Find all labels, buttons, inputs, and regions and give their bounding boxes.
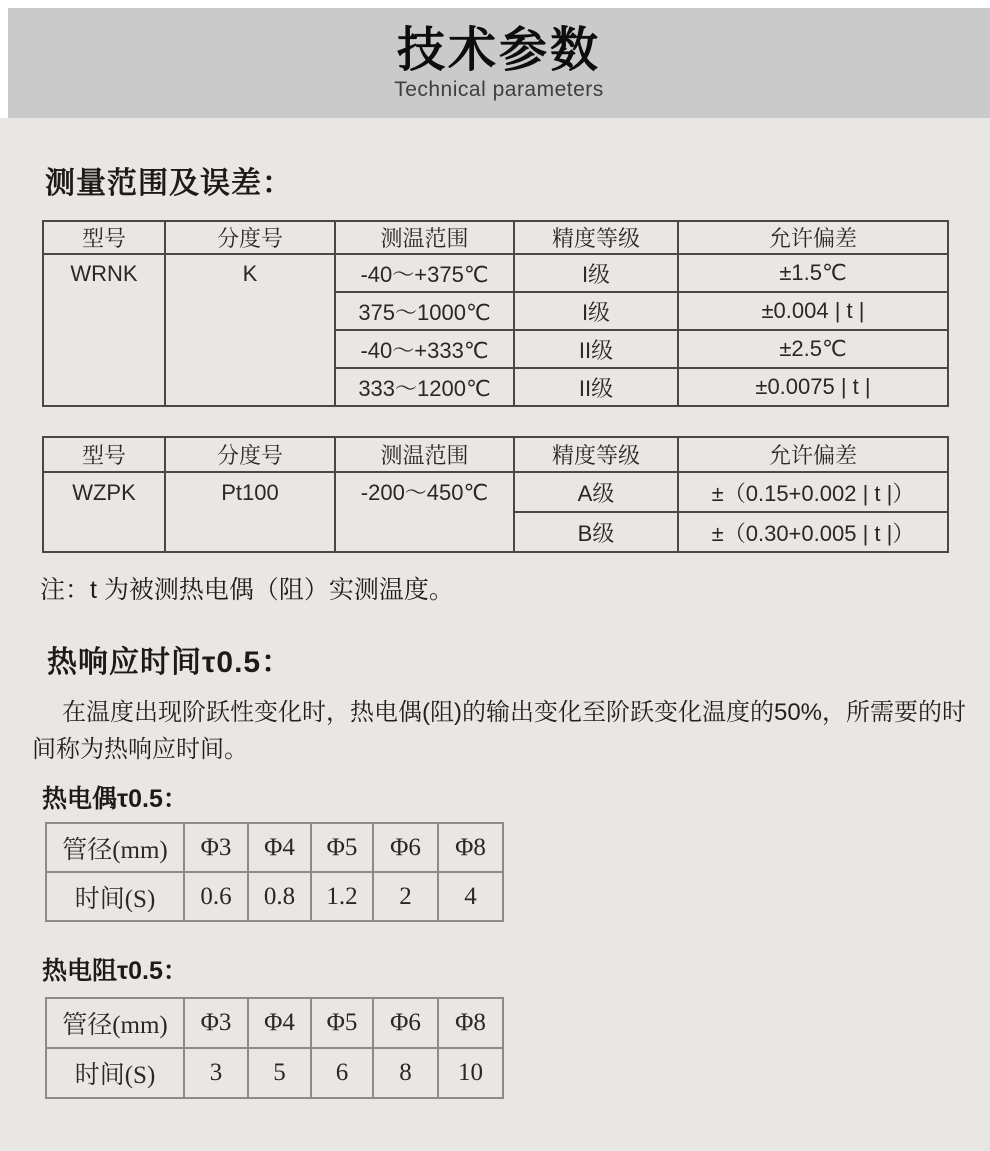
cell-grade: I级 (514, 292, 678, 330)
cell-time: 2 (373, 872, 438, 921)
thermocouple-tau-table (45, 822, 504, 922)
table-row (46, 823, 503, 872)
table-header-row (43, 221, 948, 254)
cell-deviation: ±2.5℃ (678, 330, 948, 368)
th-graduation: 分度号 (165, 221, 335, 254)
th-deviation: 允许偏差 (678, 437, 948, 472)
row-label-diameter: 管径(mm) (46, 823, 184, 872)
thermocouple-range-table-wrap (42, 220, 949, 407)
cell-model: WRNK (43, 254, 165, 406)
cell-model: WZPK (43, 472, 165, 552)
table-row (43, 254, 948, 292)
note-text: 注：t 为被测热电偶（阻）实测温度。 (40, 576, 454, 604)
table-row (46, 998, 503, 1048)
cell-time: 3 (184, 1048, 248, 1098)
page-title: 技术参数 (396, 23, 601, 77)
cell-grade: A级 (514, 472, 678, 512)
cell-graduation: K (165, 254, 335, 406)
cell-grade: I级 (514, 254, 678, 292)
cell-range: 333～1200℃ (335, 368, 514, 406)
cell-diameter: Φ8 (438, 823, 503, 872)
table-row (46, 872, 503, 921)
cell-deviation: ±0.004 | t | (678, 292, 948, 330)
cell-range: 375～1000℃ (335, 292, 514, 330)
cell-diameter: Φ6 (373, 823, 438, 872)
cell-grade: II级 (514, 368, 678, 406)
row-label-time: 时间(S) (46, 1048, 184, 1098)
cell-time: 5 (248, 1048, 311, 1098)
cell-time: 1.2 (311, 872, 373, 921)
th-model: 型号 (43, 437, 165, 472)
header-band (8, 8, 990, 118)
cell-time: 6 (311, 1048, 373, 1098)
cell-deviation: ±0.0075 | t | (678, 368, 948, 406)
table-header-row (43, 437, 948, 472)
cell-time: 4 (438, 872, 503, 921)
cell-diameter: Φ6 (373, 998, 438, 1048)
th-range: 测温范围 (335, 221, 514, 254)
cell-grade: B级 (514, 512, 678, 552)
table-row (43, 472, 948, 512)
cell-diameter: Φ5 (311, 998, 373, 1048)
cell-time: 0.6 (184, 872, 248, 921)
cell-diameter: Φ3 (184, 823, 248, 872)
thermocouple-range-table (42, 220, 949, 407)
row-label-diameter: 管径(mm) (46, 998, 184, 1048)
thermocouple-tau-heading: 热电偶τ0.5： (42, 785, 188, 813)
measure-section-heading: 测量范围及误差： (45, 167, 293, 200)
th-deviation: 允许偏差 (678, 221, 948, 254)
th-range: 测温范围 (335, 437, 514, 472)
rtd-range-table-wrap (42, 436, 949, 553)
cell-deviation: ±（0.15+0.002 | t |） (678, 472, 948, 512)
cell-deviation: ±（0.30+0.005 | t |） (678, 512, 948, 552)
cell-time: 10 (438, 1048, 503, 1098)
th-grade: 精度等级 (514, 221, 678, 254)
cell-grade: II级 (514, 330, 678, 368)
response-section-heading: 热响应时间τ0.5： (47, 646, 293, 679)
th-grade: 精度等级 (514, 437, 678, 472)
th-model: 型号 (43, 221, 165, 254)
cell-diameter: Φ4 (248, 823, 311, 872)
rtd-tau-heading: 热电阻τ0.5： (42, 957, 188, 985)
cell-deviation: ±1.5℃ (678, 254, 948, 292)
cell-diameter: Φ3 (184, 998, 248, 1048)
cell-graduation: Pt100 (165, 472, 335, 552)
cell-range: -40～+333℃ (335, 330, 514, 368)
cell-time: 8 (373, 1048, 438, 1098)
page-subtitle: Technical parameters (394, 77, 604, 101)
rtd-tau-table (45, 997, 504, 1099)
th-graduation: 分度号 (165, 437, 335, 472)
cell-time: 0.8 (248, 872, 311, 921)
table-row (46, 1048, 503, 1098)
response-paragraph: 在温度出现阶跃性变化时，热电偶(阻)的输出变化至阶跃变化温度的50%，所需要的时间称为热响应时间。 (32, 699, 967, 763)
cell-range: -40～+375℃ (335, 254, 514, 292)
top-margin-strip (0, 0, 990, 8)
cell-range: -200～450℃ (335, 472, 514, 552)
cell-diameter: Φ4 (248, 998, 311, 1048)
cell-diameter: Φ5 (311, 823, 373, 872)
row-label-time: 时间(S) (46, 872, 184, 921)
cell-diameter: Φ8 (438, 998, 503, 1048)
left-margin-strip (0, 0, 8, 118)
rtd-range-table (42, 436, 949, 553)
